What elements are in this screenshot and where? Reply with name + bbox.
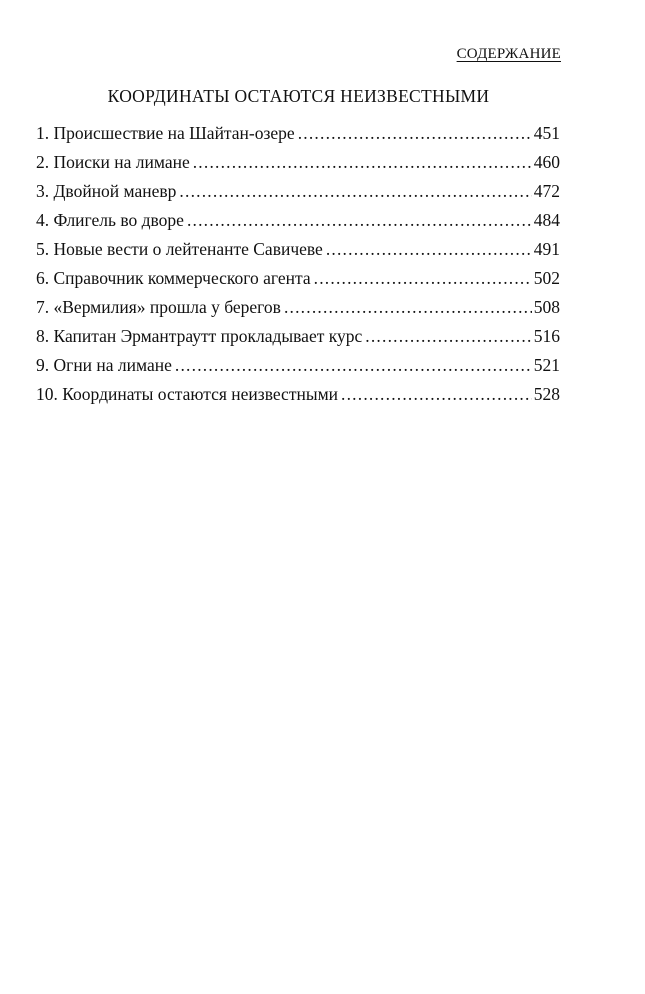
toc-entry-page: 484 (533, 210, 560, 230)
dot-leader (187, 210, 532, 231)
toc-entry-title: 1. Происшествие на Шайтан-озере (36, 123, 295, 143)
toc-entry-10 (36, 384, 560, 413)
toc-entry-page: 502 (533, 268, 560, 288)
table-of-contents (36, 123, 560, 413)
toc-entry-2 (36, 152, 560, 181)
toc-entry-page: 451 (533, 123, 560, 143)
toc-entry-page: 508 (533, 297, 560, 317)
toc-entry-4 (36, 210, 560, 239)
dot-leader (341, 384, 532, 405)
toc-entry-title: 8. Капитан Эрмантраутт прокладывает курс (36, 326, 363, 346)
toc-entry-7 (36, 297, 560, 326)
section-title: КООРДИНАТЫ ОСТАЮТСЯ НЕИЗВЕСТНЫМИ (107, 86, 490, 106)
toc-entry-8 (36, 326, 560, 355)
toc-entry-page: 521 (533, 355, 560, 375)
toc-entry-title: 10. Координаты остаются неизвестными (36, 384, 339, 404)
toc-entry-title: 5. Новые вести о лейтенанте Савичеве (36, 239, 323, 259)
toc-entry-title: 9. Огни на лимане (36, 355, 172, 375)
dot-leader (284, 297, 532, 318)
running-head: СОДЕРЖАНИЕ (456, 46, 561, 62)
dot-leader (314, 268, 532, 289)
toc-entry-title: 7. «Вермилия» прошла у берегов (36, 297, 281, 317)
toc-entry-page: 472 (533, 181, 560, 201)
dot-leader (193, 152, 532, 173)
dot-leader (365, 326, 531, 347)
dot-leader (175, 355, 532, 376)
toc-entry-page: 460 (533, 152, 560, 172)
dot-leader (179, 181, 531, 202)
toc-entry-3 (36, 181, 560, 210)
dot-leader (298, 123, 532, 144)
toc-entry-page: 491 (533, 239, 560, 259)
toc-entry-5 (36, 239, 560, 268)
toc-entry-1 (36, 123, 560, 152)
toc-entry-title: 4. Флигель во дворе (36, 210, 184, 230)
toc-entry-9 (36, 355, 560, 384)
dot-leader (326, 239, 532, 260)
toc-entry-6 (36, 268, 560, 297)
toc-entry-title: 3. Двойной маневр (36, 181, 177, 201)
toc-entry-title: 2. Поиски на лимане (36, 152, 190, 172)
toc-entry-title: 6. Справочник коммерческого агента (36, 268, 311, 288)
toc-entry-page: 516 (533, 326, 560, 346)
toc-entry-page: 528 (533, 384, 560, 404)
